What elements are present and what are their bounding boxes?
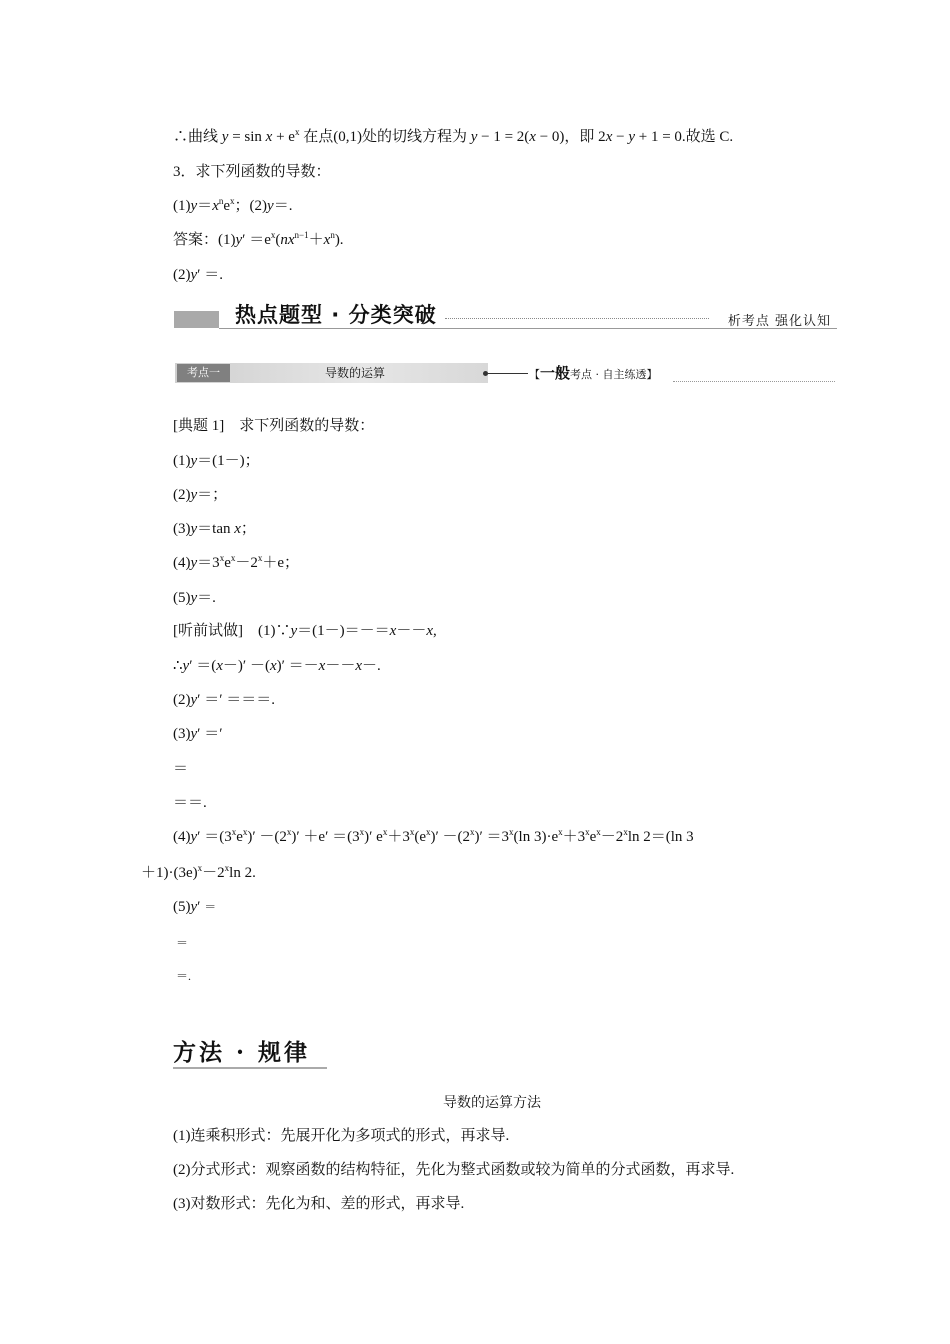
solution-line-7: $(4)y' =(3^xe^x)' -(2^x)' +e' =(3^x)'$ $e^x+3^x(e^x)' -(2^x)' =3^x(\ln$ $3)\cdot e^x+3^xe^x-2^x\ln$ 2＝(ln 3 [173, 827, 694, 845]
solution-line-2: ∴y′ ＝(x－)′ －(x)′ ＝－x－－x－. [173, 658, 381, 674]
solution-line-5: ＝ [173, 761, 189, 777]
topic-name: 导数的运算 [325, 366, 386, 380]
exercise-3-answer-2: (2)y′ ＝. [173, 267, 223, 283]
banner-dotted-line [445, 318, 709, 319]
topic-level: 【一般考点 · 自主练透】 [529, 364, 658, 382]
topic-banner [175, 361, 835, 385]
banner-underline [219, 328, 837, 329]
topic-tag: 考点一 [177, 364, 230, 382]
banner-gray-block [174, 311, 219, 328]
exercise-3-prompt: 3．求下列函数的导数： [173, 164, 331, 180]
solution-line-11: ＝. [176, 969, 192, 983]
method-item-2: (2)分式形式：观察函数的结构特征，先化为整式函数或较为简单的分式函数，再求导. [173, 1162, 735, 1178]
method-item-3: (3)对数形式：先化为和、差的形式，再求导. [173, 1196, 465, 1212]
banner-subtitle: 析考点 强化认知 [727, 314, 831, 329]
solution-line-6: ＝＝. [173, 795, 207, 811]
problem-item-5: (5)y＝. [173, 590, 216, 606]
method-banner [173, 1038, 327, 1070]
topic-dotted-line [673, 381, 835, 382]
solution-line-4: (3)y′ ＝′ [173, 726, 223, 742]
exercise-3-answer-1: 答案：$(1)y' =e^x(nx^{n-1}+x^n)$. [173, 230, 344, 248]
method-item-1: (1)连乘积形式：先展开化为多项式的形式，再求导. [173, 1128, 510, 1144]
problem-item-1: (1)y＝(1－)； [173, 453, 260, 469]
banner-title: 热点题型 · 分类突破 [235, 303, 437, 327]
solution-line-1: [听前试做] (1)∵y＝(1－)＝－＝x－－x, [173, 623, 437, 639]
method-banner-underline [173, 1067, 327, 1069]
solution-line-9: (5)y′ ＝ [173, 899, 217, 915]
problem-item-4: $(4)y=3^xe^x-2^x+e$； [173, 553, 300, 571]
solution-line-10: ＝ [176, 936, 189, 950]
section-banner-hot-topics [173, 301, 837, 331]
method-banner-text: 方法 · 规律 [173, 1039, 311, 1066]
solution-line-3: (2)y′ ＝′ ＝＝＝. [173, 692, 275, 708]
solution-line-8: $+1)\cdot(3e)^x-2^x\ln$ 2. [141, 863, 256, 881]
problem-item-2: (2)y＝； [173, 487, 228, 503]
problem-heading: [典题 1] 求下列函数的导数： [173, 418, 375, 434]
exercise-3-items: $(1)y=x^ne^x$；(2)y＝. [173, 196, 293, 214]
tangent-line-conclusion: ∴曲线 $y = \sin x + e^x$ 在点(0,1)处的切线方程为 y − 1 = 2(x − 0)，即 2x − y + 1 = 0.故选 C. [173, 127, 734, 145]
connector-line [488, 373, 528, 374]
method-title: 导数的运算方法 [443, 1095, 541, 1111]
problem-item-3: (3)y＝tan x； [173, 521, 256, 537]
